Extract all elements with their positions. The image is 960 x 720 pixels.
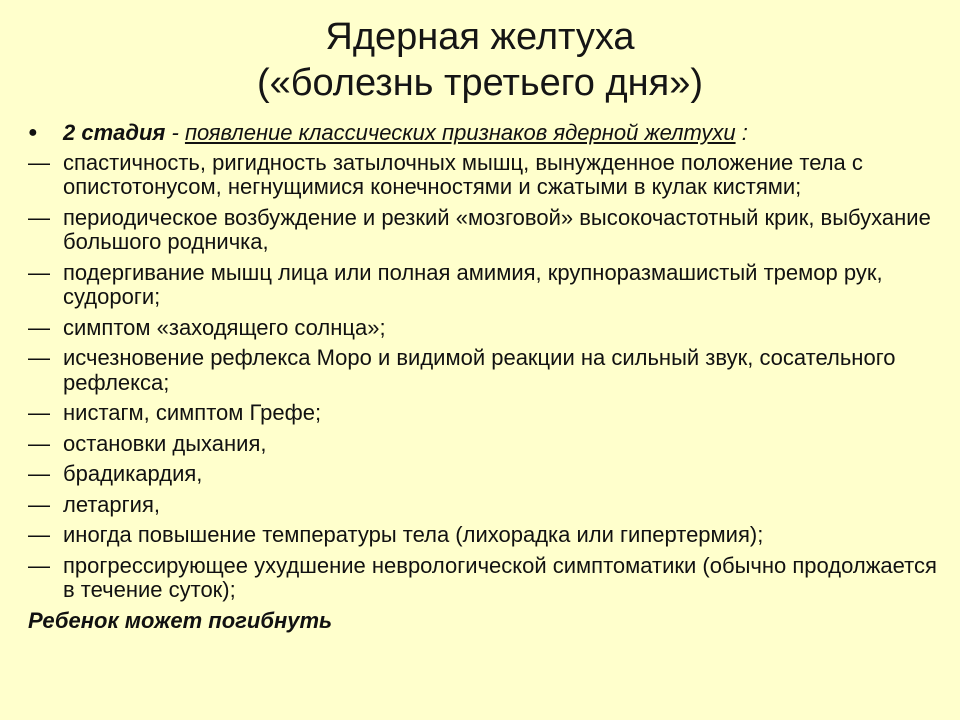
- dash-marker: —: [28, 522, 50, 547]
- list-item: [28, 151, 944, 200]
- list-item-text: симптом «заходящего солнца»;: [63, 314, 386, 340]
- list-item-text: иногда повышение температуры тела (лихорадка или гипертермия);: [63, 522, 764, 547]
- list-item: [28, 346, 944, 395]
- dash-marker: —: [28, 149, 50, 175]
- intro-line: [28, 121, 944, 146]
- list-item: [28, 554, 944, 603]
- list-item-text: брадикардия,: [63, 461, 203, 486]
- title-line-2: («болезнь третьего дня»): [256, 62, 704, 104]
- stage-separator: -: [165, 120, 185, 145]
- title-line-1: Ядерная желтуха: [325, 16, 635, 58]
- dash-marker: —: [28, 552, 50, 578]
- list-item: [28, 523, 944, 548]
- list-item-text: подергивание мышц лица или полная амимия, крупноразмашистый тремор рук, судороги;: [63, 259, 883, 309]
- dash-marker: —: [28, 314, 50, 340]
- list-item-text: нистагм, симптом Грефе;: [63, 400, 322, 425]
- dash-marker: —: [28, 491, 50, 517]
- slide-title: [0, 14, 960, 106]
- list-item-text: прогрессирующее ухудшение неврологической симптоматики (обычно продолжается в течение суток);: [63, 552, 937, 602]
- list-item: [28, 493, 944, 518]
- stage-label: 2 стадия: [63, 120, 166, 145]
- dash-marker: —: [28, 461, 50, 486]
- stage-description: появление классических признаков ядерной желтухи: [184, 120, 736, 145]
- list-item: [28, 401, 944, 426]
- list-item: [28, 432, 944, 457]
- intro-colon: :: [735, 120, 748, 145]
- list-item-text: спастичность, ригидность затылочных мышц, вынужденное положение тела с опистотонусом, негнущимися конечностями и сжатыми в кулак кистями;: [63, 149, 863, 199]
- content: [28, 121, 944, 633]
- dash-marker: —: [28, 259, 50, 285]
- list-item: [28, 462, 944, 487]
- list-item: [28, 261, 944, 310]
- dash-marker: —: [28, 400, 50, 425]
- dash-marker: —: [28, 430, 50, 456]
- list-item-text: периодическое возбуждение и резкий «мозговой» высокочастотный крик, выбухание большого родничка,: [63, 204, 931, 254]
- list-item: [28, 316, 944, 341]
- bullet-icon: ●: [28, 124, 38, 141]
- list-item-text: летаргия,: [63, 491, 160, 517]
- dash-marker: —: [28, 345, 50, 370]
- dash-marker: —: [28, 204, 50, 230]
- list-item-text: исчезновение рефлекса Моро и видимой реакции на сильный звук, сосательного рефлекса;: [63, 345, 896, 395]
- final-statement: Ребенок может погибнуть: [28, 607, 333, 633]
- list-item-text: остановки дыхания,: [63, 430, 267, 456]
- list-item: [28, 206, 944, 255]
